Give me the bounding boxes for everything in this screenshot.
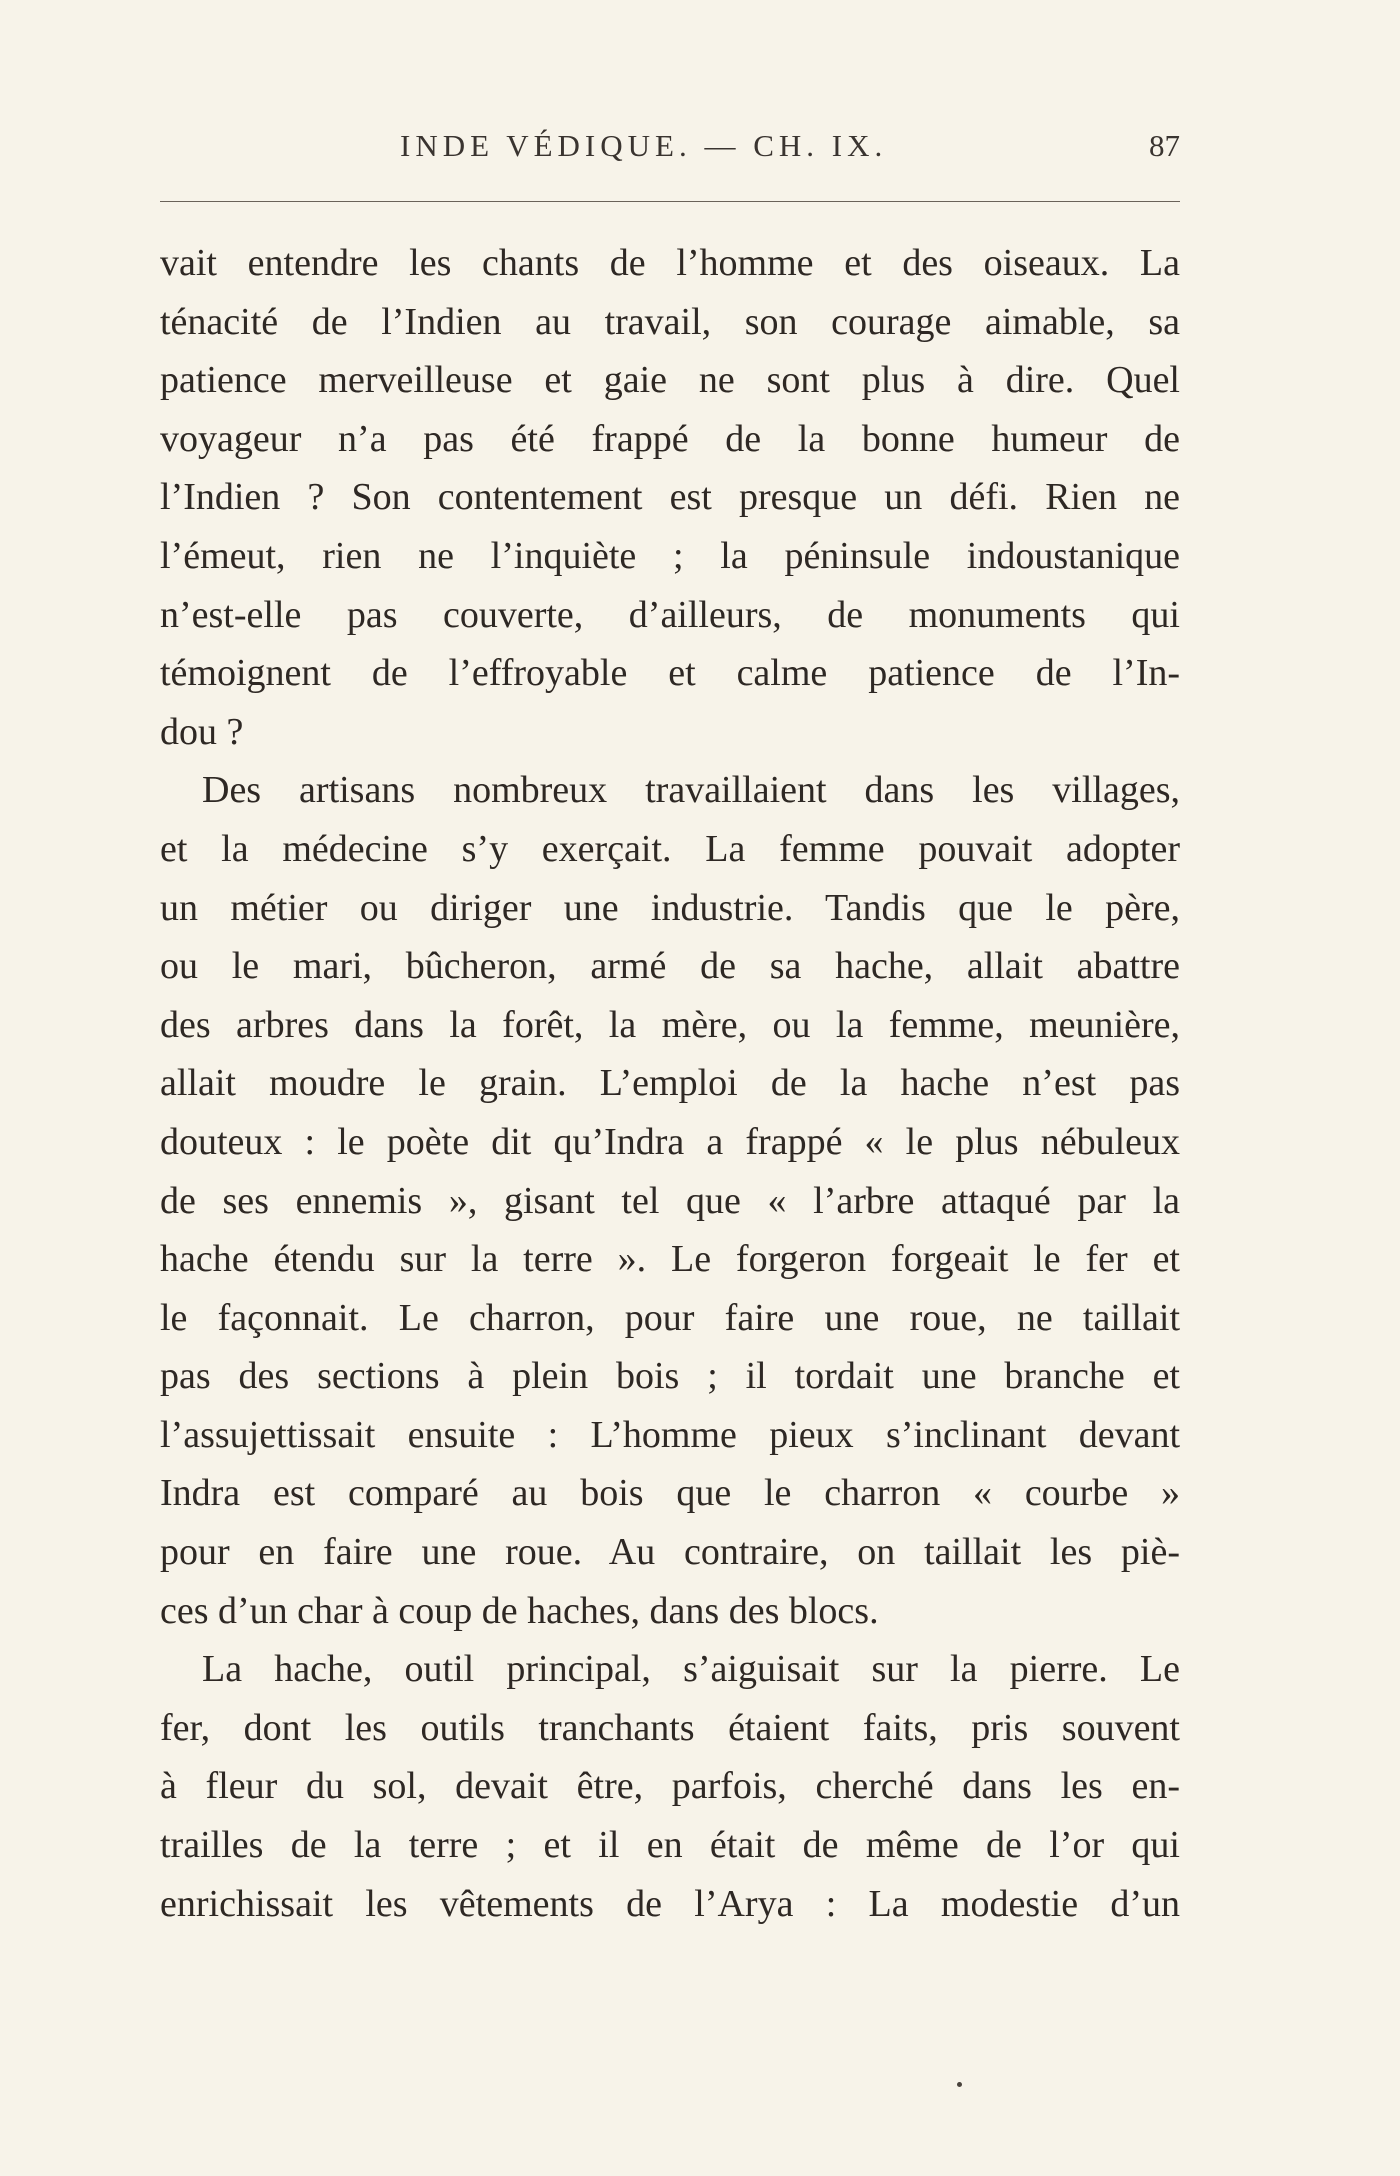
text-line: ténacité de l’Indien au travail, son courage aimable, sa xyxy=(160,300,1180,343)
text-line: pas des sections à plein bois ; il tordait une branche et xyxy=(160,1355,1180,1398)
text-line: ces d’un char à coup de haches, dans des blocs. xyxy=(160,1589,879,1632)
text-line: l’Indien ? Son contentement est presque un défi. Rien ne xyxy=(160,476,1180,519)
text-line: dou ? xyxy=(160,710,244,753)
text-line: et la médecine s’y exerçait. La femme pouvait adopter xyxy=(160,827,1180,870)
text-line: allait moudre le grain. L’emploi de la hache n’est pas xyxy=(160,1062,1180,1105)
paragraph-start-line: La hache, outil principal, s’aiguisait sur la pierre. Le xyxy=(202,1648,1180,1691)
body-text xyxy=(160,234,1180,1933)
text-line: l’assujettissait ensuite : L’homme pieux s’inclinant devant xyxy=(160,1413,1180,1456)
text-line: trailles de la terre ; et il en était de même de l’or qui xyxy=(160,1824,1180,1867)
text-line: voyageur n’a pas été frappé de la bonne humeur de xyxy=(160,417,1180,460)
text-line: le façonnait. Le charron, pour faire une roue, ne taillait xyxy=(160,1296,1180,1339)
text-line: des arbres dans la forêt, la mère, ou la femme, meunière, xyxy=(160,1003,1180,1046)
text-line: hache étendu sur la terre ». Le forgeron forgeait le fer et xyxy=(160,1238,1180,1281)
text-line: à fleur du sol, devait être, parfois, cherché dans les en- xyxy=(160,1765,1180,1808)
ink-speck xyxy=(957,2082,962,2087)
page-number: 87 xyxy=(1149,128,1180,163)
text-line: témoignent de l’effroyable et calme patience de l’In- xyxy=(160,652,1180,695)
text-line: pour en faire une roue. Au contraire, on taillait les piè- xyxy=(160,1531,1180,1574)
text-line: de ses ennemis », gisant tel que « l’arbre attaqué par la xyxy=(160,1179,1180,1222)
paragraph-start-line: Des artisans nombreux travaillaient dans les villages, xyxy=(202,769,1180,812)
running-title: INDE VÉDIQUE. — CH. IX. xyxy=(400,128,888,163)
text-line: vait entendre les chants de l’homme et des oiseaux. La xyxy=(160,242,1180,284)
text-line: douteux : le poète dit qu’Indra a frappé « le plus nébuleux xyxy=(160,1120,1180,1163)
text-line: l’émeut, rien ne l’inquiète ; la péninsule indoustanique xyxy=(160,534,1180,577)
text-line: fer, dont les outils tranchants étaient faits, pris souvent xyxy=(160,1706,1180,1749)
text-line: Indra est comparé au bois que le charron « courbe » xyxy=(160,1472,1180,1515)
header-rule xyxy=(160,201,1180,202)
running-head xyxy=(160,128,1180,178)
text-line: patience merveilleuse et gaie ne sont plus à dire. Quel xyxy=(160,359,1180,402)
text-line: un métier ou diriger une industrie. Tandis que le père, xyxy=(160,886,1180,929)
text-line: n’est-elle pas couverte, d’ailleurs, de monuments qui xyxy=(160,593,1180,636)
text-line: ou le mari, bûcheron, armé de sa hache, allait abattre xyxy=(160,945,1180,988)
text-line: enrichissait les vêtements de l’Arya : La modestie d’un xyxy=(160,1882,1180,1925)
